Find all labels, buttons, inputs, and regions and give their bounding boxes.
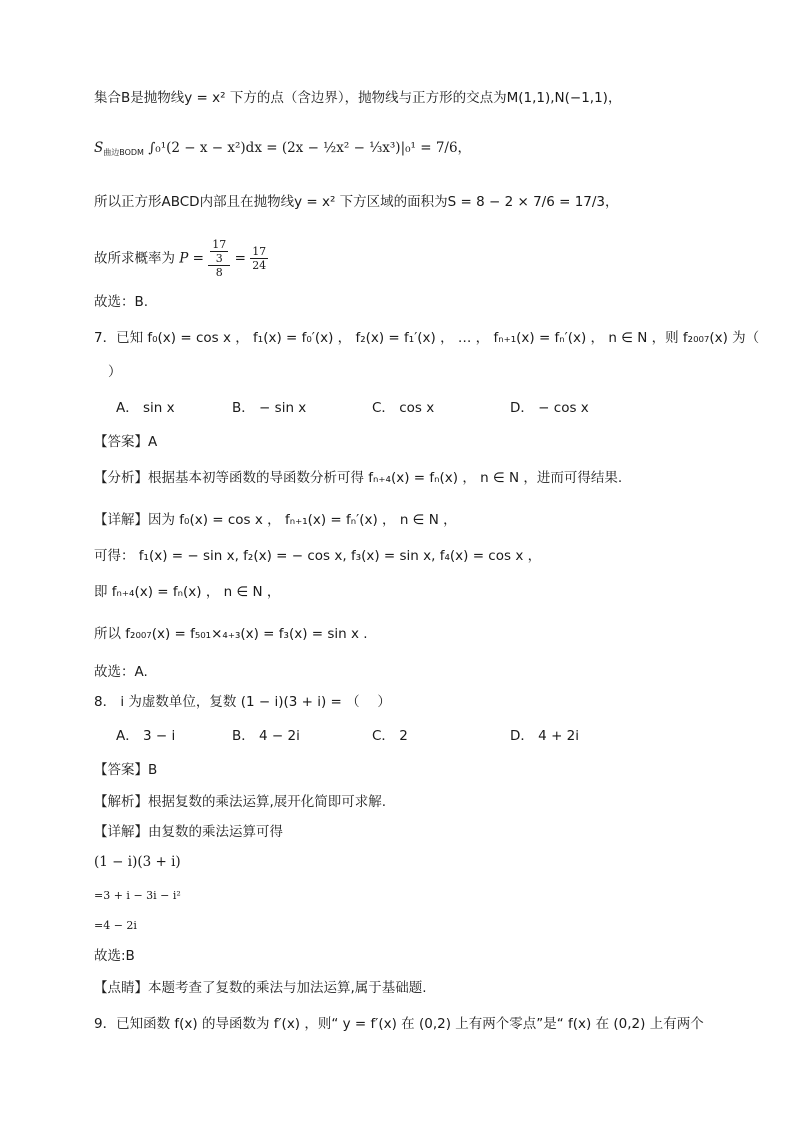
answer-value: A — [148, 434, 158, 450]
q7-option-a: A． sin x — [116, 400, 175, 416]
analysis-text: 根据复数的乘法运算,展开化简即可求解. — [148, 794, 387, 810]
q8-option-c: C． 2 — [372, 728, 408, 744]
detail-tag: 【详解】 — [94, 512, 148, 528]
choose-line-1: 故选：B. — [94, 294, 149, 310]
answer-value: B — [148, 762, 158, 778]
detail-tag: 【详解】 — [94, 824, 148, 840]
analysis-tag: 【分析】 — [94, 470, 148, 486]
q7-answer — [94, 432, 157, 452]
answer-tag: 【答案】 — [94, 434, 148, 450]
integral-line — [94, 138, 471, 163]
text-line-1: 集合B是抛物线y = x² 下方的点（含边界），抛物线与正方形的交点为M(1,1),N(−1,1)， — [94, 90, 622, 106]
q7-analysis — [94, 468, 622, 488]
question-9: 9．已知函数 f(x) 的导函数为 f′(x) ，则“ y = f′(x) 在 (0,2) 上有两个零点”是“ f(x) 在 (0,2) 上有两个 — [94, 1016, 704, 1032]
probability-result — [250, 245, 268, 272]
point-text: 本题考查了复数的乘法与加法运算,属于基础题. — [148, 980, 427, 996]
q7-option-b: B． − sin x — [232, 400, 307, 416]
q7-choose: 故选：A. — [94, 664, 148, 680]
analysis-tag: 【解析】 — [94, 794, 148, 810]
q8-analysis — [94, 792, 386, 812]
q7-detail-line-4: 所以 f₂₀₀₇(x) = f₅₀₁×₄₊₃(x) = f₃(x) = sin x . — [94, 626, 368, 642]
q7-detail-line-3: 即 fₙ₊₄(x) = fₙ(x) ， n ∈ N ， — [94, 584, 281, 600]
q8-choose: 故选:B — [94, 948, 135, 964]
q8-option-b: B． 4 − 2i — [232, 728, 300, 744]
q8-detail — [94, 822, 283, 842]
probability-line: 故所求概率为 P = $\frac{\frac{17}{3}}{8}$ = $\frac{17}{24}$ — [94, 238, 267, 279]
analysis-text: 根据基本初等函数的导函数分析可得 fₙ₊₄(x) = fₙ(x) ， n ∈ N ，进而可得结果. — [148, 470, 623, 486]
detail-text: 因为 f₀(x) = cos x ， fₙ₊₁(x) = fₙ′(x) ， n ∈ N ， — [148, 512, 457, 528]
q8-option-d: D． 4 + 2i — [510, 728, 580, 744]
question-8: 8． i 为虚数单位，复数 (1 − i)(3 + i) = （ ） — [94, 694, 391, 710]
q8-point — [94, 978, 427, 998]
integral-expression: ∫₀¹(2 − x − x²)dx = (2x − ½x² − ⅓x³)|₀¹ = 7/6， — [148, 140, 472, 156]
q7-option-d: D． − cos x — [510, 400, 589, 416]
q8-calc-line-1: (1 − i)(3 + i) — [94, 854, 181, 870]
answer-tag: 【答案】 — [94, 762, 148, 778]
q8-calc-line-3: =4 − 2i — [94, 919, 137, 932]
q8-option-a: A． 3 − i — [116, 728, 176, 744]
text-line-3: 所以正方形ABCD内部且在抛物线y = x² 下方区域的面积为S = 8 − 2 × 7/6 = 17/3， — [94, 194, 619, 210]
result-den: 24 — [252, 259, 267, 272]
q7-option-c: C． cos x — [372, 400, 435, 416]
q7-detail-line-2: 可得： f₁(x) = − sin x, f₂(x) = − cos x, f₃(x) = sin x, f₄(x) = cos x ， — [94, 548, 542, 564]
result-num: 17 — [252, 245, 267, 258]
integral-lhs: S — [94, 140, 104, 156]
q8-answer — [94, 760, 157, 780]
question-7-close: ） — [108, 364, 122, 380]
probability-fraction — [208, 238, 230, 279]
q8-calc-line-2: =3 + i − 3i − i² — [94, 889, 181, 902]
inner-den: 3 — [215, 252, 223, 265]
q7-detail — [94, 510, 457, 530]
probability-text: 故所求概率为 — [94, 250, 175, 267]
probability-p: P = — [179, 250, 204, 267]
outer-den: 8 — [215, 266, 223, 279]
detail-text: 由复数的乘法运算可得 — [148, 824, 283, 840]
point-tag: 【点睛】 — [94, 980, 148, 996]
integral-lhs-sub: 曲边BODM — [103, 148, 144, 157]
inner-num: 17 — [212, 238, 227, 251]
question-7: 7．已知 f₀(x) = cos x ， f₁(x) = f₀′(x) ， f₂(x) = f₁′(x) ， … ， fₙ₊₁(x) = fₙ′(x) ， n ∈ N ，则 f₂₀₀₇(x) 为（ — [94, 330, 760, 346]
